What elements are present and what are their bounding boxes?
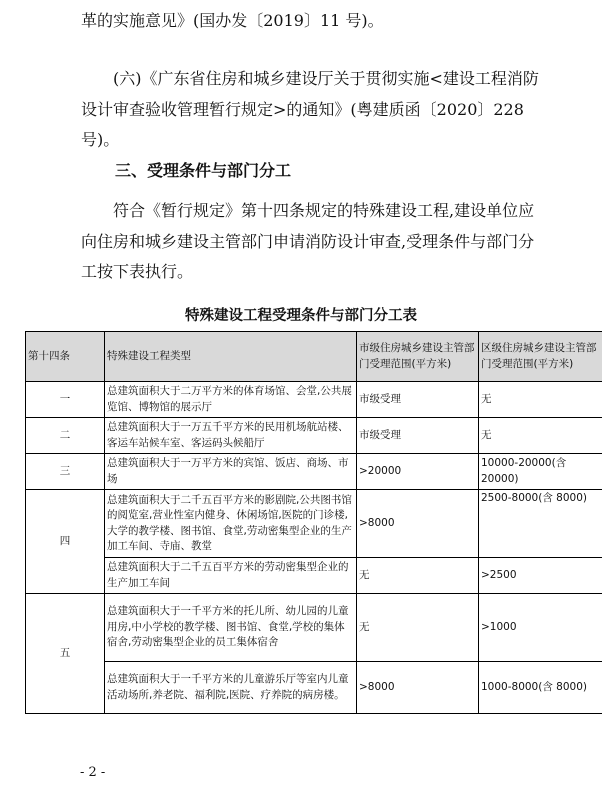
type-cell: 总建筑面积大于二千五百平方米的劳动密集型企业的生产加工车间 [105, 558, 357, 594]
district-scope-cell: 10000-20000(含 20000) [479, 454, 602, 490]
type-cell: 总建筑面积大于一千平方米的儿童游乐厅等室内儿童活动场所,养老院、福利院,医院、疗养院的病房楼。 [105, 662, 357, 714]
district-scope-cell: 无 [479, 418, 602, 454]
type-cell: 总建筑面积大于二万平方米的体育场馆、会堂,公共展览馆、博物馆的展示厅 [105, 382, 357, 418]
city-scope-cell: >8000 [357, 662, 479, 714]
type-cell: 总建筑面积大于二千五百平方米的影剧院,公共图书馆的阅览室,营业性室内健身、休闲场馆,医院的门诊楼,大学的教学楼、图书馆、食堂,劳动密集型企业的生产加工车间、寺庙、教堂 [105, 490, 357, 558]
page-number: - 2 - [80, 765, 106, 780]
city-scope-cell: >8000 [357, 490, 479, 558]
table-caption: 特殊建设工程受理条件与部门分工表 [185, 308, 417, 324]
section-heading: 三、受理条件与部门分工 [115, 161, 292, 180]
type-cell: 总建筑面积大于一万平方米的宾馆、饭店、商场、市场 [105, 454, 357, 490]
table-row [26, 490, 602, 558]
table-row [26, 594, 602, 662]
column-header-district-scope: 区级住房城乡建设主管部门受理范围(平方米) [479, 332, 602, 382]
district-scope-cell: 1000-8000(含 8000) [479, 662, 602, 714]
type-cell: 总建筑面积大于一千平方米的托儿所、幼儿园的儿童用房,中小学校的教学楼、图书馆、食堂,学校的集体宿舍,劳动密集型企业的员工集体宿舍 [105, 594, 357, 662]
city-scope-cell: 无 [357, 594, 479, 662]
table-row [26, 662, 602, 714]
table-row [26, 418, 602, 454]
paragraph-text: 革的实施意见》(国办发〔2019〕11 号)。 [81, 11, 384, 30]
column-header-article: 第十四条 [26, 332, 105, 382]
type-cell: 总建筑面积大于一万五千平方米的民用机场航站楼、客运车站候车室、客运码头候船厅 [105, 418, 357, 454]
district-scope-cell: 2500-8000(含 8000) [479, 490, 602, 558]
table-row [26, 382, 602, 418]
article-cell: 四 [26, 490, 105, 594]
district-scope-cell: >1000 [479, 594, 602, 662]
column-header-city-scope: 市级住房城乡建设主管部门受理范围(平方米) [357, 332, 479, 382]
article-cell: 五 [26, 594, 105, 714]
city-scope-cell: >20000 [357, 454, 479, 490]
city-scope-cell: 市级受理 [357, 382, 479, 418]
division-table [25, 331, 602, 714]
table-row [26, 454, 602, 490]
city-scope-cell: 无 [357, 558, 479, 594]
paragraph-text: (六)《广东省住房和城乡建设厅关于贯彻实施<建设工程消防设计审查验收管理暂行规定>的通知》(粤建质函〔2020〕228 号)。 [81, 69, 539, 149]
city-scope-cell: 市级受理 [357, 418, 479, 454]
table-row [26, 558, 602, 594]
column-header-type: 特殊建设工程类型 [105, 332, 357, 382]
paragraph-text: 符合《暂行规定》第十四条规定的特殊建设工程,建设单位应向住房和城乡建设主管部门申请消防设计审查,受理条件与部门分工按下表执行。 [81, 201, 535, 281]
article-cell: 三 [26, 454, 105, 490]
district-scope-cell: 无 [479, 382, 602, 418]
article-cell: 一 [26, 382, 105, 418]
district-scope-cell: >2500 [479, 558, 602, 594]
article-cell: 二 [26, 418, 105, 454]
